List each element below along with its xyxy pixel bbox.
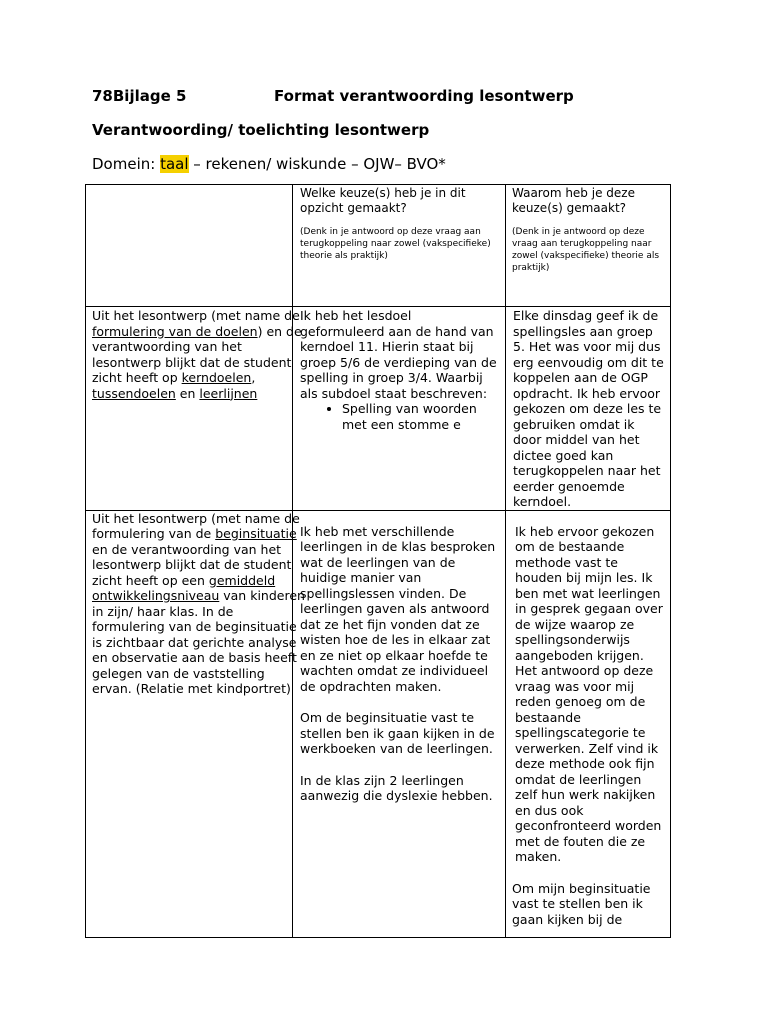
domain-label: Domein: [92, 155, 161, 173]
domain-highlight: taal [160, 155, 189, 173]
choices-text: Ik heb het lesdoel geformuleerd aan de hand van kerndoel 11. Hierin staat bij groep 5/6 de verdieping van de spelling in groep 3/4. Waarbij als subdoel staat beschreven: [300, 308, 497, 401]
why-text: Ik heb ervoor gekozen om de bestaande methode vast te houden bij mijn les. Ik ben met wat leerlingen in gesprek gegaan over de wijze waarop ze spellingsonderwijs aangeboden krijgen. Het antwoord op deze vraag was voor mij reden genoeg om de bestaande spellingscategorie te verwerken. Zelf vind ik deze methode ook fijn omdat de leerlingen zelf hun werk nakijken en dus ook geconfronteerd worden met de fouten die ze maken. [515, 523, 663, 864]
choices-text: Ik heb met verschillende leerlingen in de klas besproken wat de leerlingen van de huidige manier van spellingslessen vinden. De leerlingen gaven als antwoord dat ze het fijn vonden dat ze wisten hoe de les in elkaar zat en ze niet op elkaar hoefde te wachten omdat ze individueel de opdrachten maken. [300, 523, 496, 694]
development-level-text: gemiddeld ontwikkelingsniveau [92, 572, 276, 603]
choices-cell [293, 307, 506, 511]
criterion-text: Uit het lesontwerp (met name de formulering van de doelen) en de verantwoording van het lesontwerp blijkt dat de student zicht heeft op kerndoelen, tussendoelen en leerlijnen [92, 308, 302, 401]
why-question: Waarom heb je deze keuze(s) gemaakt? [512, 186, 635, 215]
why-cell [506, 510, 671, 937]
table-header-row [86, 185, 671, 307]
why-text: Om mijn beginsituatie vast te stellen ben ik gaan kijken bij de [512, 880, 651, 927]
choices-question: Welke keuze(s) heb je in dit opzicht gemaakt? [300, 186, 466, 215]
learning-lines-text: leerlijnen [199, 385, 258, 401]
criterion-cell [86, 510, 305, 937]
section-subtitle: Verantwoording/ toelichting lesontwerp [92, 121, 430, 139]
choices-cell [293, 510, 506, 937]
choices-text: In de klas zijn 2 leerlingen aanwezig die dyslexie hebben. [300, 772, 493, 803]
choices-note: (Denk in je antwoord op deze vraag aan terugkoppeling naar zowel (vakspecifieke) theorie als praktijk) [300, 227, 491, 261]
intermediate-goals-text: tussendoelen [92, 385, 176, 401]
header-why-cell [506, 185, 671, 307]
why-note: (Denk in je antwoord op deze vraag aan terugkoppeling naar zowel (vakspecifieke) theorie als praktijk) [512, 227, 660, 273]
reflection-table [85, 184, 671, 938]
domain-options: – rekenen/ wiskunde – OJW– BVO* [188, 155, 446, 173]
choices-text: Om de beginsituatie vast te stellen ben ik gaan kijken in de werkboeken van de leerlingen. [300, 710, 495, 756]
appendix-label: 78Bijlage 5 [92, 87, 187, 105]
subgoal-list [300, 401, 499, 432]
list-item: • Spelling van woorden met een stomme e [342, 401, 499, 432]
why-text: Elke dinsdag geef ik de spellingsles aan groep 5. Het was voor mij dus erg eenvoudig om dit te koppelen aan de OGP opdracht. Ik heb ervoor gekozen om deze les te gebruiken omdat ik door middel van het dictee goed kan terugkoppelen naar het eerder genoemde kerndoel. [513, 308, 664, 509]
header-choices-cell [293, 185, 506, 307]
goals-link-text: formulering van de doelen [92, 323, 258, 339]
table-row [86, 510, 671, 937]
initial-situation-text: beginsituatie [215, 526, 297, 541]
table-row [86, 307, 671, 511]
criterion-text: Uit het lesontwerp (met name de formulering van de beginsituatie en de verantwoording van het lesontwerp blijkt dat de student zicht heeft op een gemiddeld ontwikkelingsniveau van kinderen in zijn/ haar klas. In de formulering van de beginsituatie is zichtbaar dat gerichte analyse en observatie aan de basis heeft gelegen van de vaststelling ervan. (Relatie met kindportret) [92, 510, 305, 696]
header-empty-cell [86, 185, 293, 307]
why-cell [506, 307, 671, 511]
format-title: Format verantwoording lesontwerp [274, 87, 574, 105]
criterion-cell [86, 307, 302, 511]
domain-line [92, 155, 446, 173]
core-goals-text: kerndoelen [181, 370, 252, 385]
